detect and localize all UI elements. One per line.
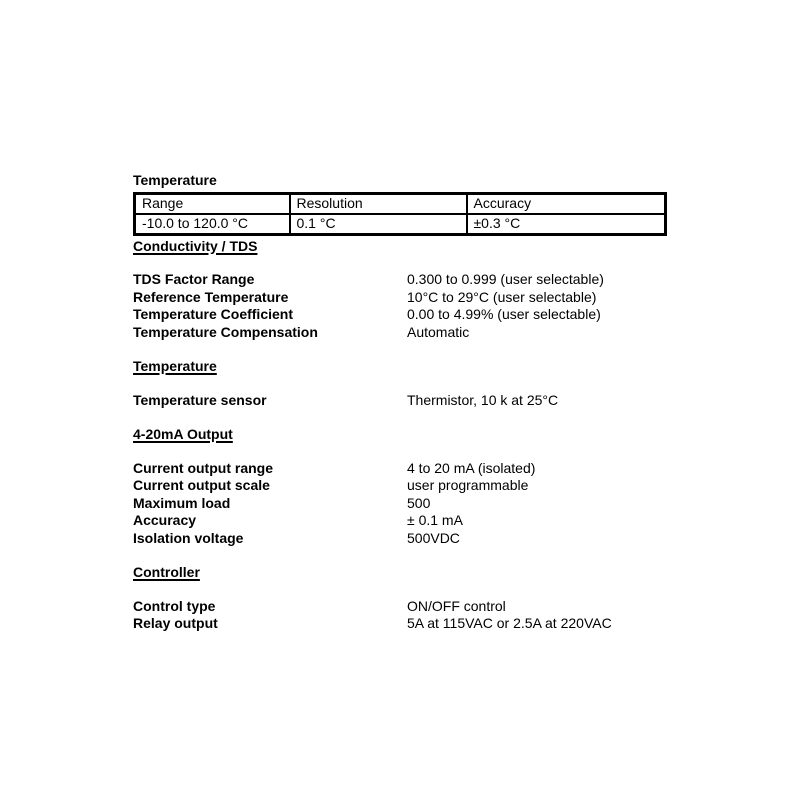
spec-label: Reference Temperature — [133, 288, 289, 305]
spec-value: Thermistor, 10 k at 25°C — [407, 391, 559, 408]
spec-label: Accuracy — [133, 512, 197, 528]
spec-value: 4 to 20 mA (isolated) — [407, 459, 536, 476]
spec-value: 0.300 to 0.999 (user selectable) — [407, 271, 604, 287]
spec-value: ON/OFF control — [407, 597, 506, 614]
spec-label: Relay output — [133, 615, 218, 631]
spec-label: Isolation voltage — [133, 529, 244, 546]
spec-row — [133, 477, 664, 495]
spec-label: Temperature sensor — [133, 391, 267, 408]
spec-value: 0.00 to 4.99% (user selectable) — [407, 306, 601, 322]
spec-row — [133, 530, 664, 548]
section-title: Temperature — [133, 358, 217, 374]
table-cell-accuracy: ±0.3 °C — [467, 214, 666, 235]
spec-row — [133, 615, 664, 633]
section-title: Conductivity / TDS — [133, 237, 258, 254]
table-cell-resolution: 0.1 °C — [290, 214, 467, 235]
spec-row — [133, 271, 664, 289]
spec-row — [133, 306, 664, 324]
spec-label: Current output range — [133, 459, 273, 476]
section-4-20ma-output — [133, 426, 664, 547]
spec-value: 500VDC — [407, 529, 460, 546]
spec-sheet-document — [133, 172, 664, 633]
table-cell-range: -10.0 to 120.0 °C — [135, 214, 290, 235]
table-row — [135, 214, 666, 235]
spec-value: 10°C to 29°C (user selectable) — [407, 288, 597, 305]
spec-row — [133, 495, 664, 513]
section-title: Controller — [133, 564, 200, 580]
table-section-title: Temperature — [133, 172, 217, 188]
section-controller — [133, 564, 664, 633]
section-title: 4-20mA Output — [133, 426, 233, 442]
spec-label: Current output scale — [133, 477, 270, 493]
table-header-row — [135, 193, 666, 214]
table-header-resolution: Resolution — [290, 193, 467, 214]
temperature-spec-table — [133, 192, 667, 236]
table-header-range: Range — [135, 193, 290, 214]
spec-row — [133, 598, 664, 616]
spec-row — [133, 460, 664, 478]
spec-label: TDS Factor Range — [133, 271, 255, 287]
spec-label: Temperature Coefficient — [133, 306, 293, 322]
spec-label: Temperature Compensation — [133, 323, 318, 340]
spec-label: Control type — [133, 597, 216, 614]
spec-value: 500 — [407, 494, 431, 511]
spec-row — [133, 392, 664, 410]
spec-label: Maximum load — [133, 494, 231, 511]
spec-value: Automatic — [407, 323, 470, 340]
section-conductivity-tds — [133, 238, 664, 342]
section-temperature — [133, 358, 664, 409]
table-header-accuracy: Accuracy — [467, 193, 666, 214]
spec-row — [133, 324, 664, 342]
spec-value: ± 0.1 mA — [407, 512, 463, 528]
spec-row — [133, 289, 664, 307]
spec-value: 5A at 115VAC or 2.5A at 220VAC — [407, 615, 612, 631]
spec-row — [133, 512, 664, 530]
spec-value: user programmable — [407, 477, 529, 493]
